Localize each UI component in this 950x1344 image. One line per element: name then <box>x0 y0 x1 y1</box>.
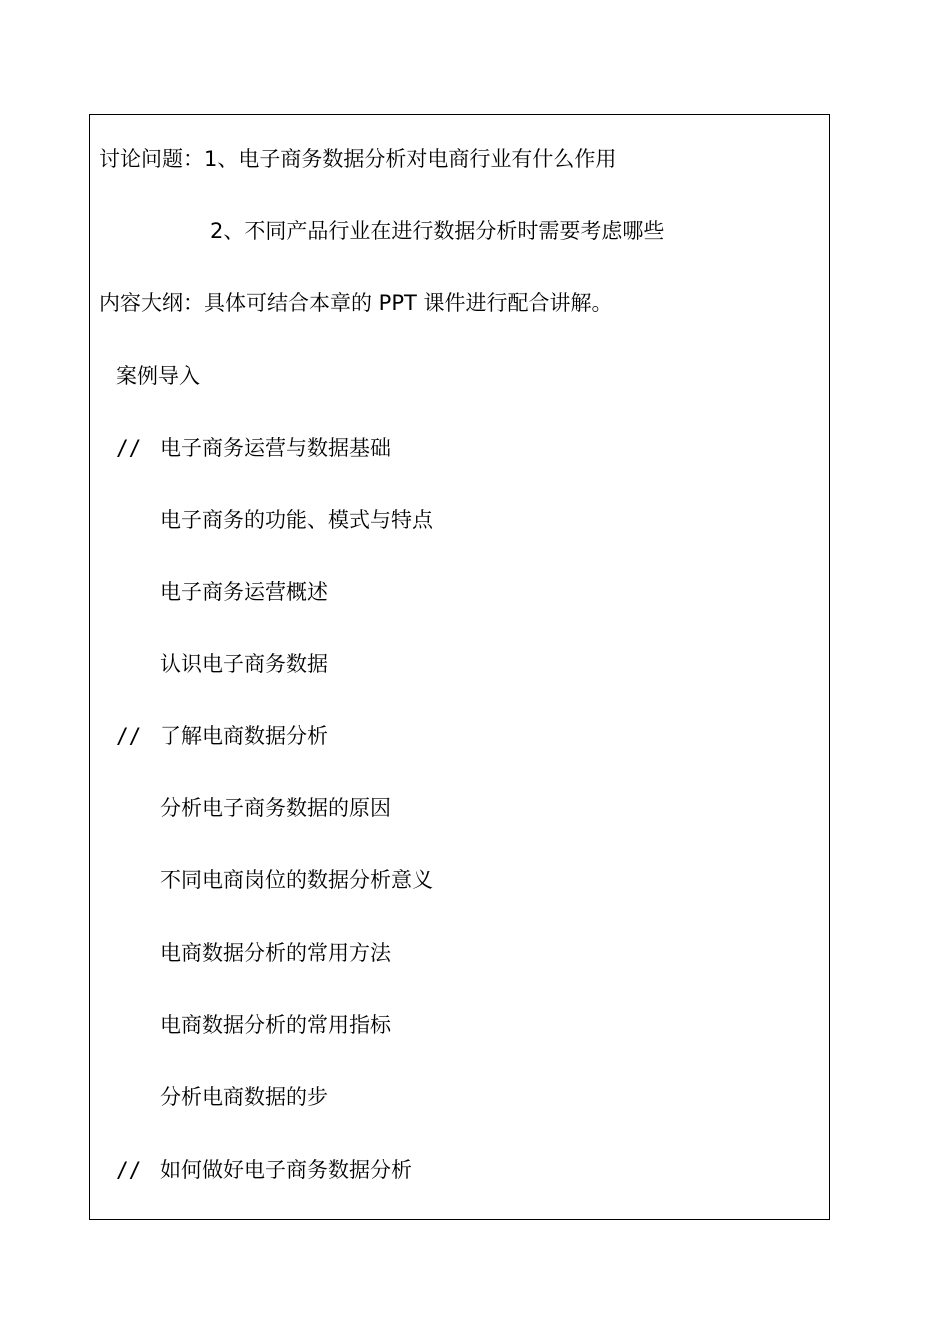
discussion-question-2: 2、不同产品行业在进行数据分析时需要考虑哪些 <box>210 219 665 243</box>
section-2-item-a: 分析电子商务数据的原因 <box>160 796 391 820</box>
section-2-title: 了解电商数据分析 <box>160 724 328 748</box>
section-1-item-c: 认识电子商务数据 <box>160 652 328 676</box>
outline-line <box>99 290 613 316</box>
section-marker-3: // <box>116 1158 142 1182</box>
discussion-label: 讨论问题： <box>99 147 204 171</box>
section-marker-2: // <box>116 724 142 748</box>
discussion-question-1: 1、电子商务数据分析对电商行业有什么作用 <box>204 147 617 171</box>
section-2-item-e: 分析电商数据的步 <box>160 1085 328 1109</box>
section-marker-1: // <box>116 436 142 460</box>
section-2-item-c: 电商数据分析的常用方法 <box>160 941 391 965</box>
section-1-item-b: 电子商务运营概述 <box>160 580 328 604</box>
section-2-item-b: 不同电商岗位的数据分析意义 <box>160 868 433 892</box>
case-intro: 案例导入 <box>116 364 200 388</box>
outline-label: 内容大纲： <box>99 291 204 315</box>
section-2-item-d: 电商数据分析的常用指标 <box>160 1013 391 1037</box>
outline-text: 具体可结合本章的 PPT 课件进行配合讲解。 <box>204 291 613 315</box>
section-3-title: 如何做好电子商务数据分析 <box>160 1158 412 1182</box>
section-1-title: 电子商务运营与数据基础 <box>160 436 391 460</box>
section-1-item-a: 电子商务的功能、模式与特点 <box>160 508 433 532</box>
discussion-line-1 <box>99 146 616 172</box>
